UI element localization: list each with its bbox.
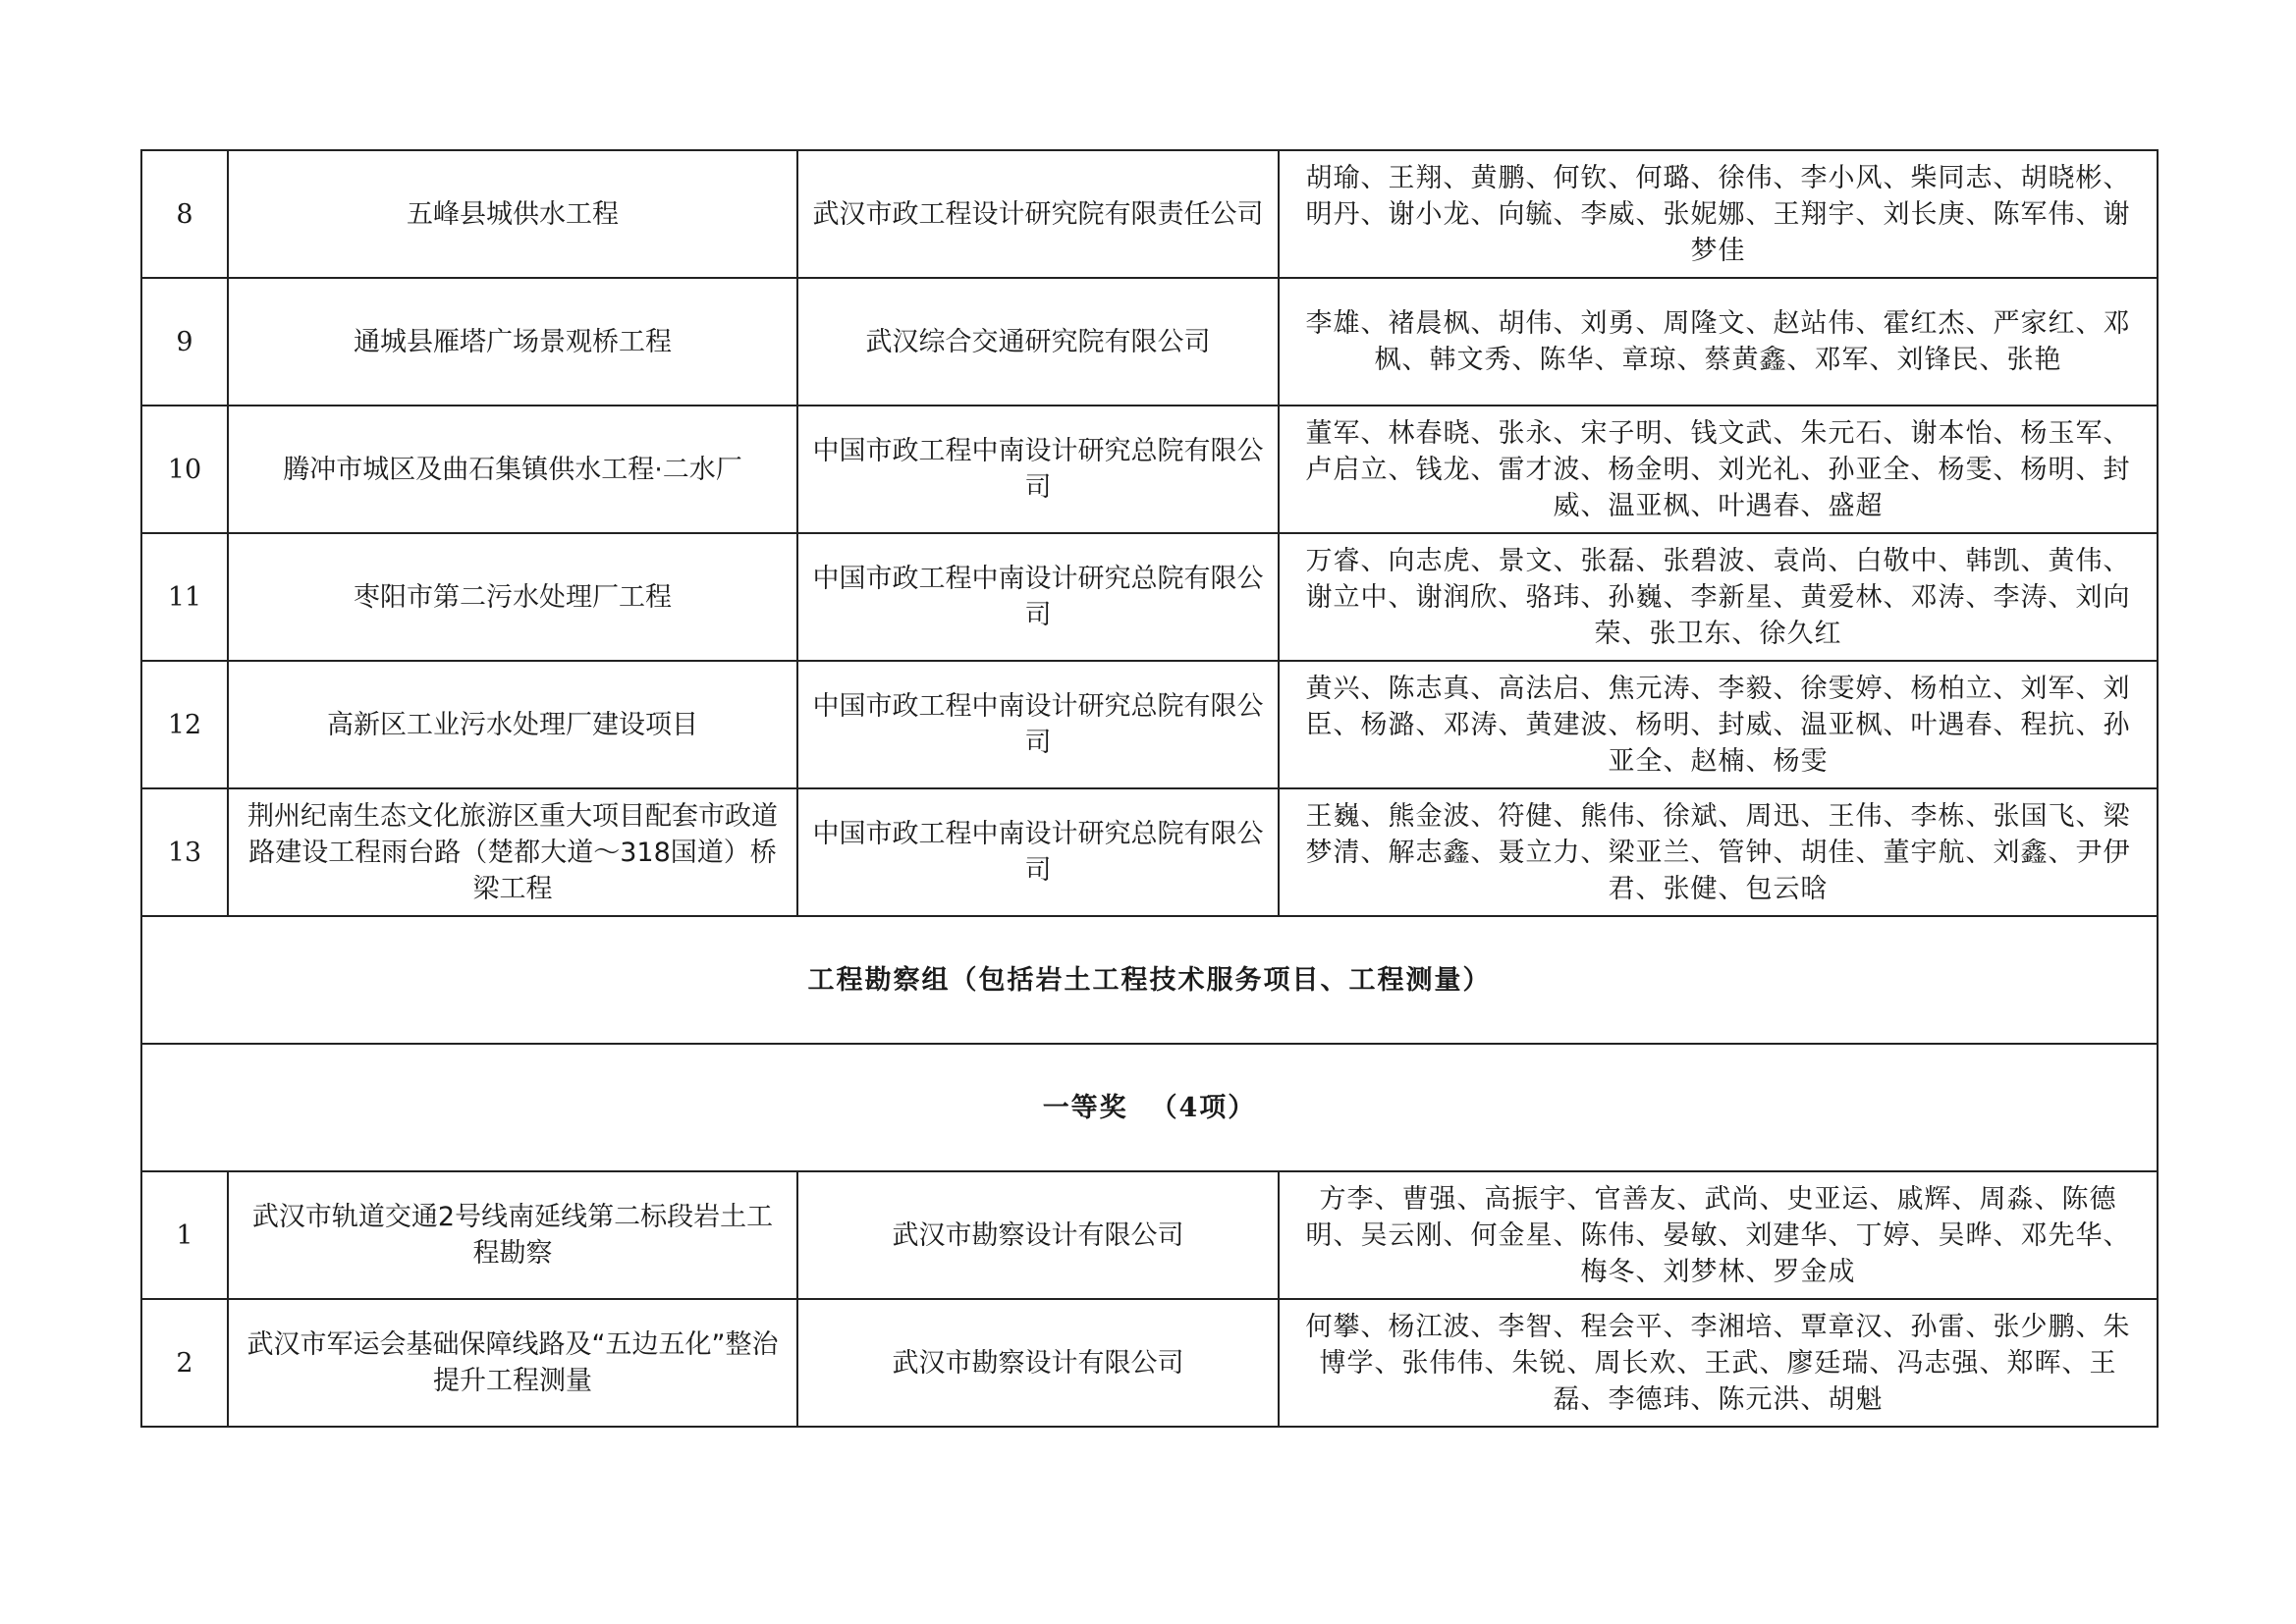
row-number: 9 bbox=[141, 278, 228, 406]
table-row bbox=[141, 150, 2158, 278]
project-name: 高新区工业污水处理厂建设项目 bbox=[228, 661, 797, 788]
table-row bbox=[141, 1299, 2158, 1427]
row-number: 2 bbox=[141, 1299, 228, 1427]
row-number: 11 bbox=[141, 533, 228, 661]
people-list: 黄兴、陈志真、高法启、焦元涛、李毅、徐雯婷、杨柏立、刘军、刘臣、杨潞、邓涛、黄建波、杨明、封威、温亚枫、叶遇春、程抗、孙亚全、赵楠、杨雯 bbox=[1279, 661, 2158, 788]
prize-heading-row bbox=[141, 1044, 2158, 1171]
unit-name: 中国市政工程中南设计研究总院有限公司 bbox=[797, 533, 1279, 661]
people-list: 胡瑜、王翔、黄鹏、何钦、何璐、徐伟、李小风、柴同志、胡晓彬、明丹、谢小龙、向毓、李威、张妮娜、王翔宇、刘长庚、陈军伟、谢梦佳 bbox=[1279, 150, 2158, 278]
group-heading-row bbox=[141, 916, 2158, 1044]
unit-name: 武汉综合交通研究院有限公司 bbox=[797, 278, 1279, 406]
project-name: 枣阳市第二污水处理厂工程 bbox=[228, 533, 797, 661]
group-title: 工程勘察组（包括岩土工程技术服务项目、工程测量） bbox=[141, 916, 2158, 1044]
project-name: 五峰县城供水工程 bbox=[228, 150, 797, 278]
row-number: 1 bbox=[141, 1171, 228, 1299]
row-number: 12 bbox=[141, 661, 228, 788]
project-name: 武汉市军运会基础保障线路及“五边五化”整治提升工程测量 bbox=[228, 1299, 797, 1427]
row-number: 10 bbox=[141, 406, 228, 533]
row-number: 13 bbox=[141, 788, 228, 916]
prize-count: （4项） bbox=[1150, 1092, 1257, 1123]
project-name: 通城县雁塔广场景观桥工程 bbox=[228, 278, 797, 406]
unit-name: 武汉市勘察设计有限公司 bbox=[797, 1171, 1279, 1299]
unit-name: 武汉市政工程设计研究院有限责任公司 bbox=[797, 150, 1279, 278]
project-name: 武汉市轨道交通2号线南延线第二标段岩土工程勘察 bbox=[228, 1171, 797, 1299]
table-row bbox=[141, 406, 2158, 533]
table-row bbox=[141, 788, 2158, 916]
people-list: 何攀、杨江波、李智、程会平、李湘培、覃章汉、孙雷、张少鹏、朱博学、张伟伟、朱锐、周长欢、王武、廖廷瑞、冯志强、郑晖、王磊、李德玮、陈元洪、胡魁 bbox=[1279, 1299, 2158, 1427]
people-list: 王巍、熊金波、符健、熊伟、徐斌、周迅、王伟、李栋、张国飞、梁梦清、解志鑫、聂立力、梁亚兰、管钟、胡佳、董宇航、刘鑫、尹伊君、张健、包云晗 bbox=[1279, 788, 2158, 916]
people-list: 方李、曹强、高振宇、官善友、武尚、史亚运、戚辉、周淼、陈德明、吴云刚、何金星、陈伟、晏敏、刘建华、丁婷、吴晔、邓先华、梅冬、刘梦林、罗金成 bbox=[1279, 1171, 2158, 1299]
unit-name: 中国市政工程中南设计研究总院有限公司 bbox=[797, 406, 1279, 533]
table-row bbox=[141, 661, 2158, 788]
row-number: 8 bbox=[141, 150, 228, 278]
people-list: 万睿、向志虎、景文、张磊、张碧波、袁尚、白敬中、韩凯、黄伟、谢立中、谢润欣、骆玮、孙巍、李新星、黄爱林、邓涛、李涛、刘向荣、张卫东、徐久红 bbox=[1279, 533, 2158, 661]
project-name: 荆州纪南生态文化旅游区重大项目配套市政道路建设工程雨台路（楚都大道～318国道）桥梁工程 bbox=[228, 788, 797, 916]
table-row bbox=[141, 1171, 2158, 1299]
unit-name: 中国市政工程中南设计研究总院有限公司 bbox=[797, 788, 1279, 916]
people-list: 李雄、褚晨枫、胡伟、刘勇、周隆文、赵站伟、霍红杰、严家红、邓枫、韩文秀、陈华、章琼、蔡黄鑫、邓军、刘锋民、张艳 bbox=[1279, 278, 2158, 406]
unit-name: 武汉市勘察设计有限公司 bbox=[797, 1299, 1279, 1427]
prize-title bbox=[141, 1044, 2158, 1171]
project-name: 腾冲市城区及曲石集镇供水工程·二水厂 bbox=[228, 406, 797, 533]
prize-label: 一等奖 bbox=[1042, 1092, 1128, 1123]
unit-name: 中国市政工程中南设计研究总院有限公司 bbox=[797, 661, 1279, 788]
people-list: 董军、林春晓、张永、宋子明、钱文武、朱元石、谢本怡、杨玉军、卢启立、钱龙、雷才波、杨金明、刘光礼、孙亚全、杨雯、杨明、封威、温亚枫、叶遇春、盛超 bbox=[1279, 406, 2158, 533]
table-row bbox=[141, 278, 2158, 406]
table-row bbox=[141, 533, 2158, 661]
awards-table bbox=[140, 149, 2159, 1428]
